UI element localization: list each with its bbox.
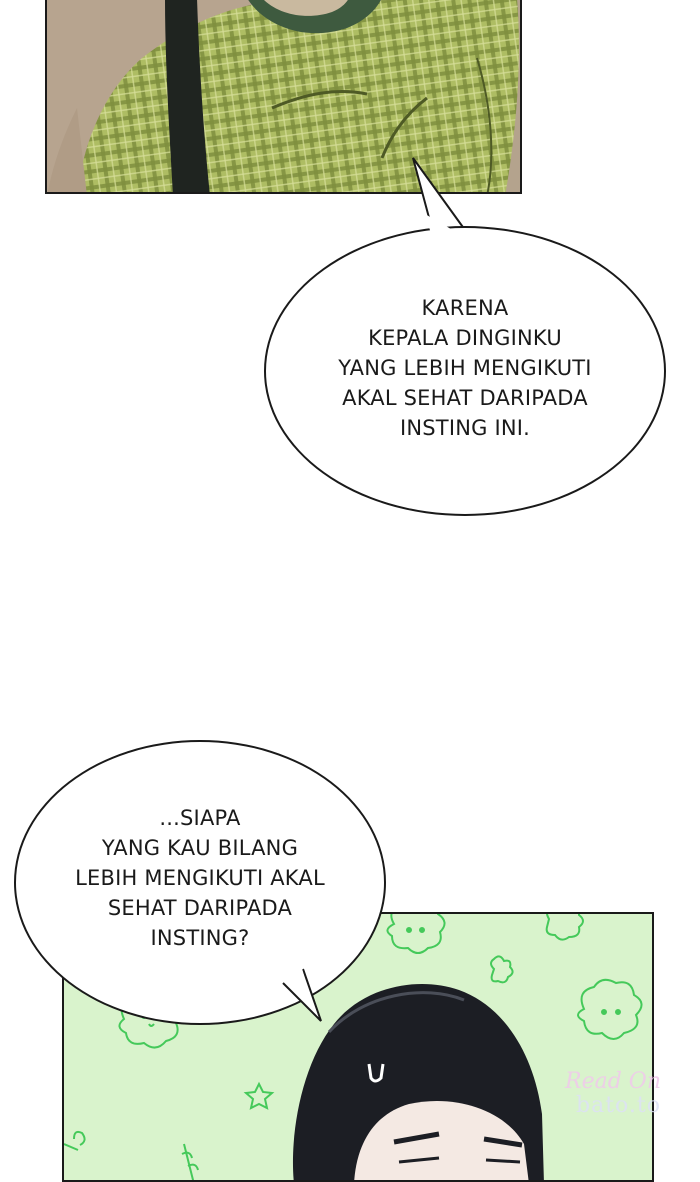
watermark (565, 1070, 661, 1118)
bubble-1-line-1: KARENA (421, 296, 509, 320)
bubble-2-line-3: LEBIH MENGIKUTI AKAL (75, 866, 325, 890)
bubble-1-line-2: KEPALA DINGINKU (368, 326, 562, 350)
bubble-1-line-5: INSTING INI. (399, 416, 531, 440)
speech-bubble-2-text (34, 803, 366, 953)
speech-bubble-tail-2 (275, 965, 345, 1035)
bubble-2-line-4: SEHAT DARIPADA (107, 896, 293, 920)
speech-bubble-1-text (284, 293, 646, 443)
bubble-2-line-2: YANG KAU BILANG (101, 836, 299, 860)
bubble-2-line-1: ...SIAPA (159, 806, 241, 830)
bubble-1-line-3: YANG LEBIH MENGIKUTI (338, 356, 592, 380)
tail-mask-1 (415, 210, 475, 250)
watermark-line-2: bato.to (576, 1093, 661, 1118)
bubble-1-line-4: AKAL SEHAT DARIPADA (342, 386, 588, 410)
bubble-2-line-5: INSTING? (150, 926, 250, 950)
watermark-line-1: Read On (565, 1069, 661, 1094)
